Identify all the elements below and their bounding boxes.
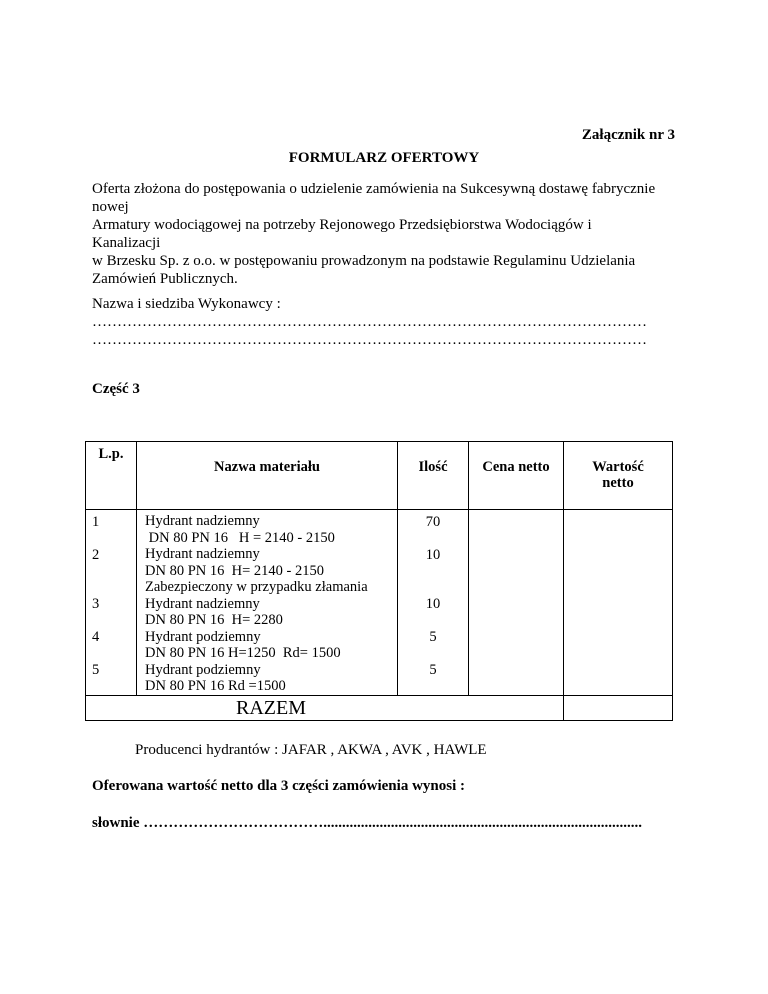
quantity-value: 5 (429, 629, 437, 645)
total-label: RAZEM (86, 695, 564, 720)
contractor-fill-line-1[interactable]: ………………………………………………………………………………………………… (92, 314, 647, 330)
material-name-line: DN 80 PN 16 H=1250 Rd= 1500 (145, 645, 341, 661)
quantity-value: 5 (429, 662, 437, 678)
lp-value: 5 (92, 662, 100, 678)
material-name-line: Hydrant nadziemny (145, 546, 260, 562)
intro-line: w Brzesku Sp. z o.o. w postępowaniu prowadzonym na podstawie Regulaminu Udzielania (92, 253, 636, 269)
intro-line: Zamówień Publicznych. (92, 271, 238, 287)
intro-line: Kanalizacji (92, 235, 161, 251)
table-header-row (86, 442, 673, 510)
form-title: FORMULARZ OFERTOWY (288, 150, 480, 166)
part-label: Część 3 (92, 381, 140, 397)
lp-value: 1 (92, 514, 100, 530)
header-quantity: Ilość (398, 442, 469, 510)
in-words-line (92, 815, 642, 832)
material-name-line: DN 80 PN 16 Rd =1500 (145, 678, 286, 694)
table-body-row (86, 510, 673, 696)
in-words-label: słownie (92, 815, 144, 831)
annex-label: Załącznik nr 3 (581, 127, 675, 143)
contractor-section (92, 295, 647, 349)
material-name-line: Zabezpieczony w przypadku złamania (145, 579, 368, 595)
material-name-line: DN 80 PN 16 H= 2140 - 2150 (145, 562, 324, 579)
quantity-value: 10 (425, 596, 441, 612)
header-net-value-line1: Wartość (592, 459, 644, 475)
lp-value: 2 (92, 547, 100, 563)
intro-paragraph (92, 180, 682, 288)
header-material-name: Nazwa materiału (137, 442, 398, 510)
intro-line: Oferta złożona do postępowania o udzielenie zamówienia na Sukcesywną dostawę fabrycznie (92, 181, 656, 197)
material-name-line: Hydrant nadziemny (145, 595, 260, 612)
quantity-cell (398, 510, 469, 696)
materials-table (85, 441, 673, 721)
lp-value: 3 (92, 596, 100, 612)
names-cell (137, 510, 398, 696)
intro-line: Armatury wodociągowej na potrzeby Rejonowego Przedsiębiorstwa Wodociągów i (92, 217, 592, 233)
material-name-line: Hydrant podziemny (145, 661, 261, 678)
contractor-label: Nazwa i siedziba Wykonawcy : (92, 296, 281, 312)
header-lp: L.p. (86, 442, 137, 510)
total-row (86, 695, 673, 720)
material-name-line: DN 80 PN 16 H= 2280 (145, 612, 283, 628)
net-value-cell[interactable] (564, 510, 673, 696)
material-name-line: DN 80 PN 16 H = 2140 - 2150 (145, 529, 335, 546)
material-name-line: Hydrant podziemny (145, 628, 261, 645)
intro-line: nowej (92, 199, 129, 215)
total-value-cell[interactable] (564, 695, 673, 720)
header-net-value (564, 442, 673, 510)
lp-cell (86, 510, 137, 696)
offered-value-label: Oferowana wartość netto dla 3 części zamówienia wynosi : (92, 778, 465, 794)
lp-value: 4 (92, 629, 100, 645)
header-net-value-line2: netto (602, 475, 634, 491)
quantity-value: 10 (425, 547, 441, 563)
quantity-value: 70 (425, 514, 441, 530)
header-net-price: Cena netto (469, 442, 564, 510)
material-name-line: Hydrant nadziemny (145, 513, 260, 529)
contractor-fill-line-2[interactable]: ………………………………………………………………………………………………… (92, 332, 647, 348)
in-words-fill[interactable]: ………………………………..................................................................................... (143, 815, 643, 831)
net-price-cell[interactable] (469, 510, 564, 696)
producers-note: Producenci hydrantów : JAFAR , AKWA , AVK , HAWLE (135, 742, 487, 758)
